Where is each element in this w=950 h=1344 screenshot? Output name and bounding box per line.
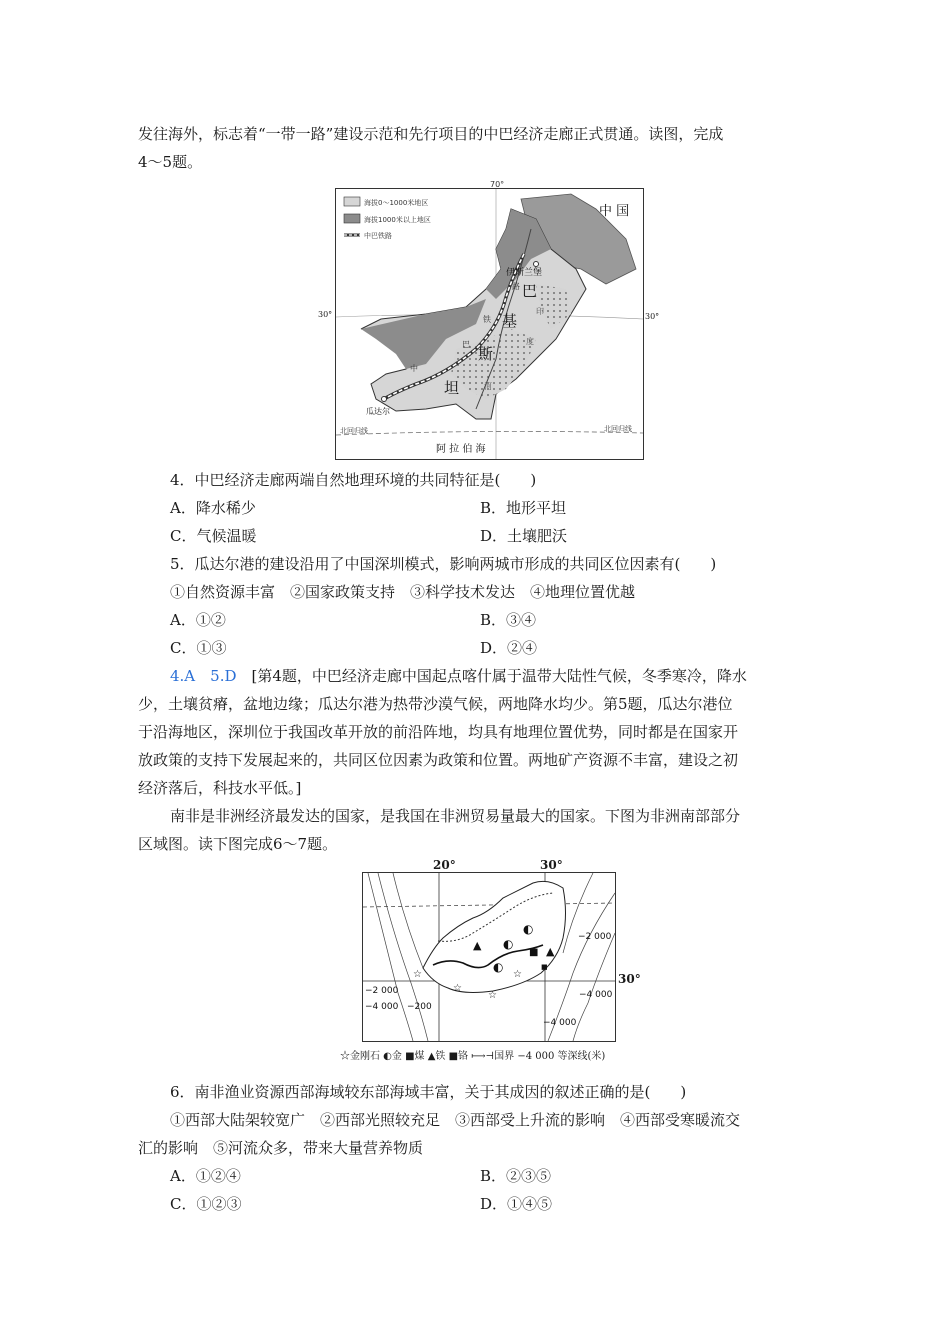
label-tan: 坦	[444, 379, 460, 397]
label-arabian-sea: 阿 拉 伯 海	[436, 444, 486, 455]
q6-items-2: 汇的影响 ⑤河流众多，带来大量营养物质	[138, 1139, 424, 1157]
label-si: 斯	[478, 345, 494, 363]
depth-e: −4 000	[579, 990, 613, 1000]
contour-west-3	[393, 873, 423, 968]
q6-stem: 6．南非渔业资源西部海域较东部海域丰富，关于其成因的叙述正确的是( )	[170, 1083, 687, 1101]
label-river-1: 印	[536, 307, 544, 316]
chromium-symbol: ■	[529, 947, 539, 958]
q5-option-c: C．①③	[170, 639, 227, 657]
label-ba: 巴	[522, 282, 538, 300]
q5-option-b: B．③④	[480, 611, 537, 629]
q4-stem: 4．中巴经济走廊两端自然地理环境的共同特征是( )	[170, 471, 537, 489]
label-rail-tie: 铁	[483, 315, 491, 324]
label-islamabad: 伊斯兰堡	[506, 268, 543, 278]
map2-lon-30: 30°	[540, 858, 563, 872]
diamond-symbol-1: ☆	[413, 969, 422, 980]
iron-symbol-2: ▲	[546, 945, 555, 958]
answer45-line-4: 放政策的支持下发展起来的，共同区位因素为政策和位置。两地矿产资源不丰富，建设之初	[138, 751, 739, 769]
q6-items-1: ①西部大陆架较宽广 ②西部光照较充足 ③西部受上升流的影响 ④西部受寒暖流交	[170, 1111, 741, 1129]
depth-w3: −200	[407, 1002, 432, 1012]
answer45-line-3: 于沿海地区，深圳位于我国改革开放的前沿阵地，均具有地理位置优势，同时都是在国家开	[138, 723, 739, 741]
diamond-symbol-4: ☆	[513, 969, 522, 980]
coal-symbol: ■	[541, 963, 548, 971]
gold-symbol-1: ◐	[523, 922, 534, 936]
southern-africa-land	[423, 881, 566, 992]
q6-option-a: A．①②④	[170, 1167, 241, 1185]
depth-w2: −4 000	[365, 1002, 399, 1012]
q4-option-d: D．土壤肥沃	[480, 527, 568, 545]
q4-option-a: A．降水稀少	[170, 499, 256, 517]
answer45-line-5: 经济落后，科技水平低。]	[138, 779, 302, 797]
depth-se: −4 000	[543, 1018, 577, 1028]
legend-swatch-lowland	[344, 197, 360, 206]
label-river-3: 河	[484, 382, 492, 391]
map2-lon-20: 20°	[433, 858, 456, 872]
iron-symbol-1: ▲	[473, 939, 482, 952]
contour-west-1	[368, 873, 413, 1041]
label-gwadar: 瓜达尔	[366, 407, 390, 416]
depth-ne: −2 000	[578, 932, 612, 942]
map1-lat-left: 30°	[318, 310, 333, 319]
south-africa-map-svg	[363, 873, 615, 1041]
q5-stem: 5．瓜达尔港的建设沿用了中国深圳模式，影响两城市形成的共同区位因素有( )	[170, 555, 717, 573]
gold-symbol-3: ◐	[493, 960, 504, 974]
lon-70-label: 70°	[490, 180, 505, 189]
answer45-text-1: [第4题，中巴经济走廊中国起点喀什属于温带大陆性气候，冬季寒冷，降水	[251, 667, 747, 685]
map1-lat-right: 30°	[645, 312, 660, 321]
depth-w1: −2 000	[365, 986, 399, 996]
q5-option-a: A．①②	[170, 611, 226, 629]
label-rail-ba: 巴	[462, 340, 470, 349]
gwadar-marker	[382, 397, 387, 402]
intro-line-2: 4～5题。	[138, 153, 203, 171]
pakistan-map-svg	[336, 180, 643, 459]
diamond-symbol-3: ☆	[488, 990, 497, 1001]
q6-option-c: C．①②③	[170, 1195, 242, 1213]
gold-symbol-2: ◐	[503, 937, 514, 951]
intro-line-1: 发往海外，标志着“一带一路”建设示范和先行项目的中巴经济走廊正式贯通。读图，完成	[138, 125, 724, 143]
south-africa-map	[362, 872, 616, 1042]
pakistan-map	[335, 180, 644, 460]
label-china: 中 国	[599, 204, 630, 219]
intro2-line-2: 区域图。读下图完成6～7题。	[138, 835, 338, 853]
islamabad-marker	[534, 262, 539, 267]
q4-option-c: C．气候温暖	[170, 527, 257, 545]
q6-option-b: B．②③⑤	[480, 1167, 552, 1185]
label-ji: 基	[502, 312, 518, 330]
answer45-line-1	[170, 666, 747, 686]
label-tropic-right: 北回归线	[604, 425, 632, 433]
diamond-symbol-2: ☆	[453, 983, 462, 994]
q6-option-d: D．①④⑤	[480, 1195, 553, 1213]
map2-legend: ☆金刚石 ◐金 ■煤 ▲铁 ■铬 ⟼⊣国界 −4 000 等深线(米)	[340, 1051, 606, 1062]
legend-swatch-highland	[344, 214, 360, 223]
map2-lat-30: 30°	[618, 972, 641, 986]
answer45-key: 4.A 5.D	[170, 667, 237, 685]
legend-rail: 中巴铁路	[364, 232, 392, 240]
answer45-line-2: 少，土壤贫瘠，盆地边缘；瓜达尔港为热带沙漠气候，两地降水均少。第5题，瓜达尔港位	[138, 695, 733, 713]
legend-highland: 海拔1000米以上地区	[364, 216, 431, 224]
contour-east-2	[573, 933, 615, 1041]
label-tropic-left: 北回归线	[340, 427, 368, 435]
tropic-of-cancer	[336, 431, 643, 435]
label-rail-zhong: 中	[410, 364, 418, 373]
label-river-2: 度	[526, 337, 534, 346]
q5-items: ①自然资源丰富 ②国家政策支持 ③科学技术发达 ④地理位置优越	[170, 583, 636, 601]
legend-lowland: 海拔0～1000米地区	[364, 199, 429, 207]
q5-option-d: D．②④	[480, 639, 538, 657]
q4-option-b: B．地形平坦	[480, 499, 567, 517]
label-rail-lu: 路	[512, 282, 520, 291]
contour-west-2	[378, 873, 428, 1041]
intro2-line-1: 南非是非洲经济最发达的国家，是我国在非洲贸易量最大的国家。下图为非洲南部部分	[170, 807, 741, 825]
